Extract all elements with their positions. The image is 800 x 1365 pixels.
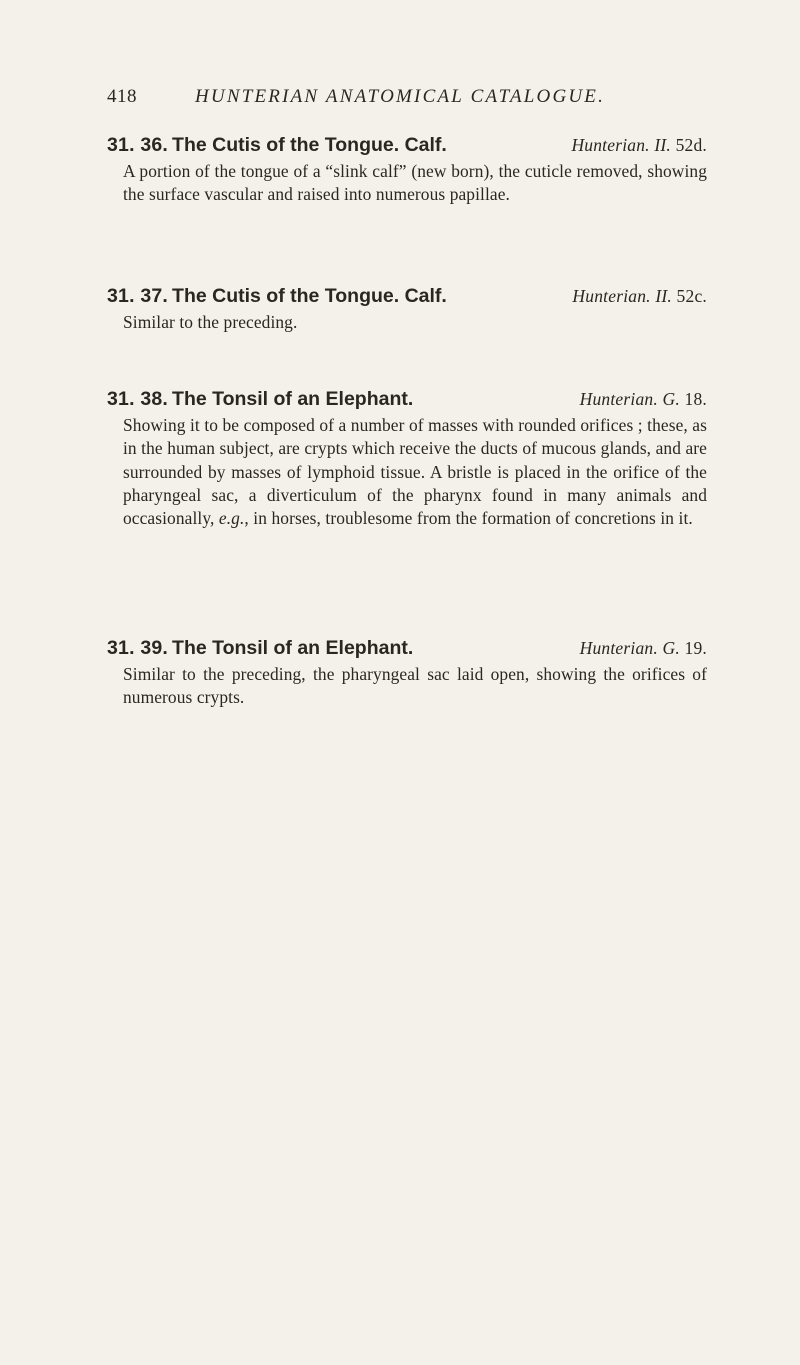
reference-series: II. xyxy=(654,135,671,155)
reference-collection: Hunterian. xyxy=(579,638,658,658)
description-text: Similar to the preceding. xyxy=(123,312,298,332)
catalogue-entry-31-39 xyxy=(107,633,707,710)
entry-description xyxy=(123,663,707,710)
entry-number: 31. 37. xyxy=(107,285,169,307)
entry-title: The Tonsil of an Elephant. xyxy=(172,388,414,410)
catalogue-entry-31-36 xyxy=(107,130,707,207)
running-head-title: HUNTERIAN ANATOMICAL CATALOGUE. xyxy=(195,86,606,107)
reference-number: 18. xyxy=(684,389,707,409)
catalogue-entry-31-38 xyxy=(107,384,707,530)
entry-reference xyxy=(571,130,707,160)
reference-collection: Hunterian. xyxy=(571,135,650,155)
entry-description xyxy=(123,160,707,207)
entry-number: 31. 38. xyxy=(107,388,169,410)
reference-number: 19. xyxy=(684,638,707,658)
entry-reference xyxy=(580,384,707,414)
entry-reference xyxy=(580,633,707,663)
entry-heading xyxy=(107,281,707,311)
entry-heading xyxy=(107,130,707,160)
entry-title: The Cutis of the Tongue. Calf. xyxy=(172,285,447,307)
description-text xyxy=(107,414,707,530)
reference-number: 52c. xyxy=(676,286,707,306)
description-text-part: Showing it to be composed of a number of masses with rounded orifices ; these, as in the human subject, are crypts which receive the ducts of mucous glands, and are surrounded by masses of lymphoid tissue. A bristle is placed in the orifice of the pharyngeal sac, a diverticulum of the pharynx found in many animals and occasionally, xyxy=(123,415,707,529)
reference-series: G. xyxy=(662,389,680,409)
description-text: Similar to the preceding, the pharyngeal sac laid open, showing the orifices of numerous crypts. xyxy=(123,664,707,708)
reference-collection: Hunterian. xyxy=(579,389,658,409)
entry-description xyxy=(123,311,707,334)
page-number: 418 xyxy=(107,86,137,107)
entry-reference xyxy=(572,281,707,311)
entry-title: The Tonsil of an Elephant. xyxy=(172,637,414,659)
reference-series: G. xyxy=(662,638,680,658)
reference-number: 52d. xyxy=(675,135,707,155)
description-text: A portion of the tongue of a “slink calf” (new born), the cuticle removed, showing the surface vascular and raised into numerous papillae. xyxy=(123,161,707,205)
reference-collection: Hunterian. xyxy=(572,286,651,306)
entry-number: 31. 36. xyxy=(107,134,169,156)
entry-description xyxy=(123,414,707,530)
entry-number: 31. 39. xyxy=(107,637,169,659)
description-italic-abbrev: e.g. xyxy=(218,508,245,529)
entry-title: The Cutis of the Tongue. Calf. xyxy=(172,134,447,156)
entry-heading xyxy=(107,384,707,414)
catalogue-entry-31-37 xyxy=(107,281,707,334)
entry-heading xyxy=(107,633,707,663)
description-text-part: , in horses, troublesome from the formation of concretions in it. xyxy=(244,508,693,529)
running-head xyxy=(107,83,667,111)
reference-series: II. xyxy=(655,286,672,306)
